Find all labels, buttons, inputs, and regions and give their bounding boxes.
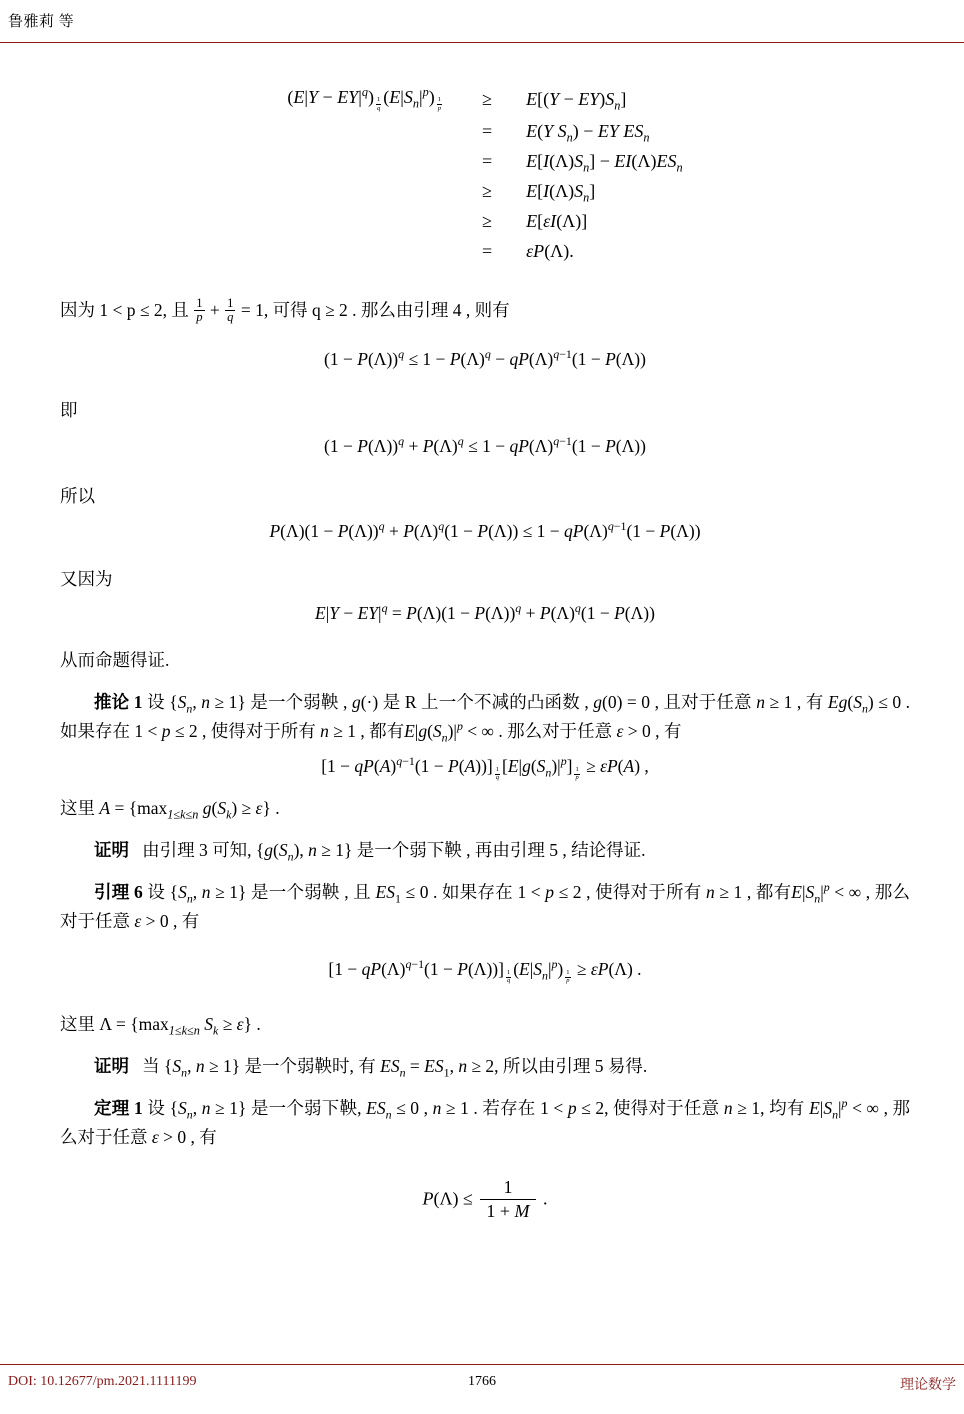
header-divider bbox=[0, 42, 964, 43]
aligned-row bbox=[287, 82, 682, 116]
paragraph-namely: 即 bbox=[60, 399, 78, 420]
corollary-1-label: 推论 1 bbox=[94, 692, 143, 713]
footer-divider bbox=[0, 1364, 964, 1365]
aligned-lhs bbox=[287, 176, 470, 206]
lemma-6-label: 引理 6 bbox=[94, 882, 143, 903]
lemma-6 bbox=[60, 878, 910, 935]
paragraph-qed-proposition: 从而命题得证. bbox=[60, 649, 170, 670]
equation-1: $(1 - P(\Lambda))^q \le 1 - P(\Lambda)^q - qP(\Lambda)^{q-1}(1 - P(\Lambda))$ bbox=[324, 347, 646, 369]
footer-doi: DOI: 10.12677/pm.2021.1111199 bbox=[8, 1374, 197, 1389]
inline-fraction-expression: $\frac{1}{p}$ + $\frac{1}{q}$ bbox=[196, 295, 234, 325]
aligned-rhs: εP(Λ). bbox=[526, 240, 574, 261]
paragraph-therefore: 所以 bbox=[60, 486, 95, 507]
proof-1-text: 由引理 3 可知, {$g(S_n)$, n ≥ 1} 是一个弱下鞅 , 再由引理 5 , 结论得证. bbox=[133, 839, 646, 864]
aligned-relation: ≥ bbox=[482, 210, 493, 231]
paragraph-because bbox=[60, 296, 910, 325]
corollary-1-text: 设 {$S_n$, n ≥ 1} 是一个弱鞅 , g(·) 是 R 上一个不减的凸函数 , g(0) = 0 , 且对于任意 n ≥ 1 , 有 $Eg(S_n) \le 0$ . 如果存在 1 < p ≤ 2 , 使得对于所有 n ≥ 1 , 都有$E|g(S_n)|^p$ < ∞ . 那么对于任意 ε > 0 , 有 bbox=[60, 692, 911, 745]
aligned-relation: = bbox=[482, 240, 493, 261]
equation-3: $P(\Lambda)(1 - P(\Lambda))^q + P(\Lambda)^q(1 - P(\Lambda)) \le 1 - qP(\Lambda)^{q-1}(1 - P(\Lambda))$ bbox=[269, 518, 701, 541]
aligned-relation: ≥ bbox=[482, 88, 493, 109]
page-header bbox=[0, 10, 964, 44]
aligned-lhs bbox=[287, 146, 470, 176]
proof-2-text: 当 {$S_n$, n ≥ 1} 是一个弱鞅时, 有 $ES_n = ES_1$, n ≥ 2, 所以由引理 5 易得. bbox=[133, 1055, 648, 1080]
equation-4: $E|Y - EY|^q = P(\Lambda)(1 - P(\Lambda))^q + P(\Lambda)^q(1 - P(\Lambda))$ bbox=[315, 601, 655, 623]
proof-1 bbox=[60, 836, 910, 864]
aligned-relation: = bbox=[482, 150, 493, 171]
lemma-6-text: 设 {$S_n$, n ≥ 1} 是一个弱鞅 , 且 $ES_1 \le 0$ . 如果存在 1 < p ≤ 2 , 使得对于所有 n ≥ 1 , 都有$E|S_n|^p$ < ∞ , 那么对于任意 ε > 0 , 有 bbox=[60, 880, 910, 931]
header-author: 鲁雅莉 等 bbox=[8, 14, 75, 30]
page-footer bbox=[0, 1374, 964, 1398]
page-content bbox=[60, 60, 910, 1222]
aligned-relation: = bbox=[482, 120, 493, 141]
theorem-1 bbox=[60, 1094, 910, 1151]
because-prefix: 因为 1 < p ≤ 2, 且 bbox=[60, 300, 194, 321]
where-set-Lambda: 这里 $\Lambda = \{\max_{1\le k\le n}$ $S_k \ge \varepsilon$} . bbox=[60, 1013, 261, 1038]
proof-2 bbox=[60, 1052, 910, 1080]
aligned-rhs: E(Y $S_n$) − EY $ES_n$ bbox=[526, 120, 650, 145]
theorem-1-label: 定理 1 bbox=[94, 1098, 143, 1119]
aligned-row bbox=[287, 206, 682, 236]
aligned-row bbox=[287, 236, 682, 266]
proof-1-label: 证明 bbox=[94, 839, 129, 860]
aligned-lhs bbox=[287, 116, 470, 146]
equation-7: P(Λ) ≤ $\frac{1}{1 + M}$ . bbox=[422, 1177, 548, 1222]
paragraph-also-because: 又因为 bbox=[60, 568, 113, 589]
aligned-relation: ≥ bbox=[482, 180, 493, 201]
where-set-A: 这里 $A = \{\max_{1\le k\le n}$ $g(S_k) \ge \varepsilon$} . bbox=[60, 797, 280, 822]
theorem-1-text: 设 {$S_n$, n ≥ 1} 是一个弱下鞅, $ES_n \le 0$ , n ≥ 1 . 若存在 1 < p ≤ 2, 使得对于任意 n ≥ 1, 均有 $E|S_n|^p$ < ∞ , 那么对于任意 ε > 0 , 有 bbox=[60, 1096, 911, 1147]
aligned-row bbox=[287, 116, 682, 146]
aligned-lhs: $(E|Y - EY|^q)$ $^{\frac{1}{q}}$ $(E|S_n|^p)$ $^{\frac{1}{p}}$ bbox=[287, 84, 442, 112]
aligned-row bbox=[287, 146, 682, 176]
aligned-row bbox=[287, 176, 682, 206]
footer-page-number: 1766 bbox=[468, 1374, 496, 1389]
equation-6: $[1 - qP(\Lambda)^{q-1}(1 - P(\Lambda))]$ $^{\frac{1}{q}}$ $(E|S_n|^p)$ $^{\frac{1}{p}}$ ≥ εP(Λ) . bbox=[328, 957, 642, 984]
aligned-lhs bbox=[287, 206, 470, 236]
proof-2-label: 证明 bbox=[94, 1055, 129, 1076]
because-suffix: = 1, 可得 q ≥ 2 . 那么由引理 4 , 则有 bbox=[236, 300, 510, 321]
aligned-rhs: $E[I(\Lambda)S_n] - EI(\Lambda)ES_n$ bbox=[526, 150, 683, 175]
footer-journal-name: 理论数学 bbox=[900, 1378, 956, 1393]
aligned-lhs bbox=[287, 236, 470, 266]
aligned-rhs: $E[(Y - EY)S_n]$ bbox=[526, 88, 627, 113]
aligned-rhs: E[εI(Λ)] bbox=[526, 210, 588, 231]
aligned-rhs: $E[I(\Lambda)S_n]$ bbox=[526, 180, 596, 205]
equation-5: $[1 - qP(A)^{q-1}(1 - P(A))]$ $^{\frac{1}{q}}$ $[E|g(S_n)|^p]$ $^{\frac{1}{p}}$ ≥ εP(A) , bbox=[321, 754, 649, 781]
equation-2: $(1 - P(\Lambda))^q + P(\Lambda)^q \le 1 - qP(\Lambda)^{q-1}(1 - P(\Lambda))$ bbox=[324, 434, 646, 457]
aligned-equation-block bbox=[287, 82, 682, 266]
corollary-1 bbox=[60, 688, 910, 745]
